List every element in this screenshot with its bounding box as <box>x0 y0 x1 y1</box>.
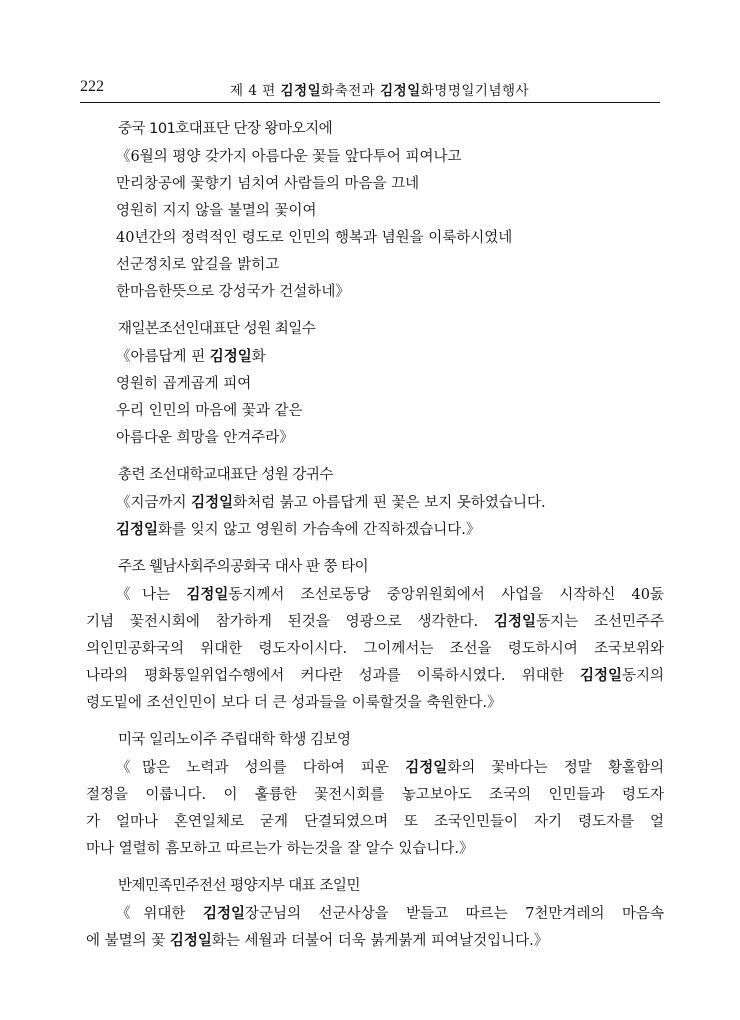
text-run: 나라의 평화통일위업수행에서 커다란 성과를 이룩하시였다. 위대한 <box>86 668 580 684</box>
quote-line <box>116 144 664 171</box>
emphasized-name: 김정일 <box>405 760 448 776</box>
quote-line <box>116 490 664 517</box>
text-run: 동지께서 조선로동당 중앙위원회에서 사업을 시작하신 40돐 <box>228 587 665 603</box>
page-header <box>80 76 660 103</box>
text-run: 《위대한 <box>116 906 203 922</box>
emphasized-name: 김정일 <box>579 668 622 684</box>
quote-line <box>116 901 664 928</box>
text-run: 가 얼마나 혼연일체로 굳게 단결되였으며 또 조국인민들이 자기 령도자를 얼 <box>86 814 664 830</box>
text-run: 영원히 곱게곱게 피여 <box>116 376 252 392</box>
section-gap <box>86 306 664 314</box>
text-run: 아름다운 희망을 안겨주라》 <box>116 430 294 446</box>
section-gap <box>86 544 664 552</box>
text-run: 선군정치로 앞길을 밝히고 <box>116 257 280 273</box>
speaker-name: 총련 조선대학교대표단 성원 강귀수 <box>118 467 333 483</box>
speaker-name: 주조 웰남사회주의공화국 대사 판 쭝 타이 <box>118 559 369 575</box>
text-run: 에 불멸의 꽃 <box>86 933 170 949</box>
emphasized-name: 김정일 <box>116 522 159 538</box>
document-body <box>86 114 664 963</box>
section-gap <box>86 452 664 460</box>
emphasized-name: 김정일 <box>209 349 252 365</box>
quote-line <box>86 690 664 717</box>
text-run: 《아름답게 핀 <box>116 349 210 365</box>
quote-line <box>116 198 664 225</box>
emphasized-name: 김정일 <box>494 614 537 630</box>
quote-line <box>116 225 664 252</box>
running-title-part: 화명명일기념행사 <box>420 83 530 99</box>
speaker-name: 반제민족민주전선 평양지부 대표 조일민 <box>118 878 360 894</box>
speech-section <box>86 871 664 963</box>
text-run: 동지는 조선민주주 <box>536 614 664 630</box>
running-title-part: 화축전과 <box>321 83 381 99</box>
quote-line <box>86 609 664 636</box>
speaker-name: 미국 일리노이주 주립대학 학생 김보영 <box>118 732 351 748</box>
speech-section <box>86 552 664 725</box>
text-run: 《지금까지 <box>116 495 192 511</box>
quote-line <box>86 809 664 836</box>
section-gap <box>86 717 664 725</box>
text-run: 화를 잊지 않고 영원히 가슴속에 간직하겠습니다.》 <box>158 522 481 538</box>
speaker-name: 재일본조선인대표단 성원 최일수 <box>118 321 316 337</box>
text-run: 의인민공화국의 위대한 령도자이시다. 그이께서는 조선을 령도하시여 조국보위와 <box>86 641 664 657</box>
speech-section <box>86 460 664 552</box>
text-run: 화는 세월과 더불어 더욱 붉게붉게 피여날것입니다.》 <box>211 933 549 949</box>
quote-line <box>86 663 664 690</box>
section-gap <box>86 863 664 871</box>
text-run: 《6월의 평양 갖가지 아름다운 꽃들 앞다투어 피여나고 <box>116 149 462 165</box>
quote-line <box>86 636 664 663</box>
section-gap <box>86 955 664 963</box>
text-run: 절정을 이룹니다. 이 훌륭한 꽃전시회를 놓고보아도 조국의 인민들과 령도자 <box>86 787 664 803</box>
running-title-bold: 김정일 <box>380 83 421 99</box>
quote-line <box>86 782 664 809</box>
emphasized-name: 김정일 <box>186 587 229 603</box>
text-run: 우리 인민의 마음에 꽃과 같은 <box>116 403 303 419</box>
running-title-part: 제 4 편 <box>230 83 281 99</box>
running-title <box>230 79 529 99</box>
text-run: 화처럼 붉고 아름답게 핀 꽃은 보지 못하였습니다. <box>233 495 546 511</box>
text-run: 40년간의 정력적인 령도로 인민의 행복과 념원을 이룩하시였네 <box>116 230 513 246</box>
speech-section <box>86 114 664 314</box>
quote-line <box>86 928 664 955</box>
quote-line <box>116 171 664 198</box>
quote-line <box>86 836 664 863</box>
text-run: 동지의 <box>621 668 664 684</box>
text-run: 《많은 노력과 성의를 다하여 피운 <box>116 760 406 776</box>
quote-line <box>116 398 664 425</box>
quote-line <box>116 755 664 782</box>
text-run: 한마음한뜻으로 강성국가 건설하네》 <box>116 284 350 300</box>
quote-line <box>116 344 664 371</box>
text-run: 령도밑에 조선인민이 보다 더 큰 성과들을 이룩할것을 축원한다.》 <box>86 695 502 711</box>
quote-line <box>116 582 664 609</box>
text-run: 장군님의 선군사상을 받들고 따르는 7천만겨레의 마음속 <box>245 906 664 922</box>
quote-line <box>116 252 664 279</box>
text-run: 만리창공에 꽃향기 넘치여 사람들의 마음을 끄네 <box>116 176 420 192</box>
text-run: 영원히 지지 않을 불멸의 꽃이여 <box>116 203 317 219</box>
text-run: 마나 열렬히 흠모하고 따르는가 하는것을 잘 알수 있습니다.》 <box>86 841 474 857</box>
quote-line <box>116 425 664 452</box>
emphasized-name: 김정일 <box>191 495 234 511</box>
text-run: 기념 꽃전시회에 참가하게 된것을 영광으로 생각한다. <box>86 614 495 630</box>
quote-line <box>116 371 664 398</box>
text-run: 《나는 <box>116 587 187 603</box>
emphasized-name: 김정일 <box>202 906 245 922</box>
emphasized-name: 김정일 <box>169 933 212 949</box>
text-run: 화의 꽃바다는 정말 황홀함의 <box>447 760 664 776</box>
speech-section <box>86 314 664 460</box>
speaker-name: 중국 101호대표단 단장 왕마오지에 <box>118 121 333 137</box>
quote-line <box>116 279 664 306</box>
speech-section <box>86 725 664 871</box>
text-run: 화 <box>251 349 266 365</box>
running-title-bold: 김정일 <box>280 83 322 99</box>
quote-line <box>116 517 664 544</box>
page-number: 222 <box>80 78 104 95</box>
